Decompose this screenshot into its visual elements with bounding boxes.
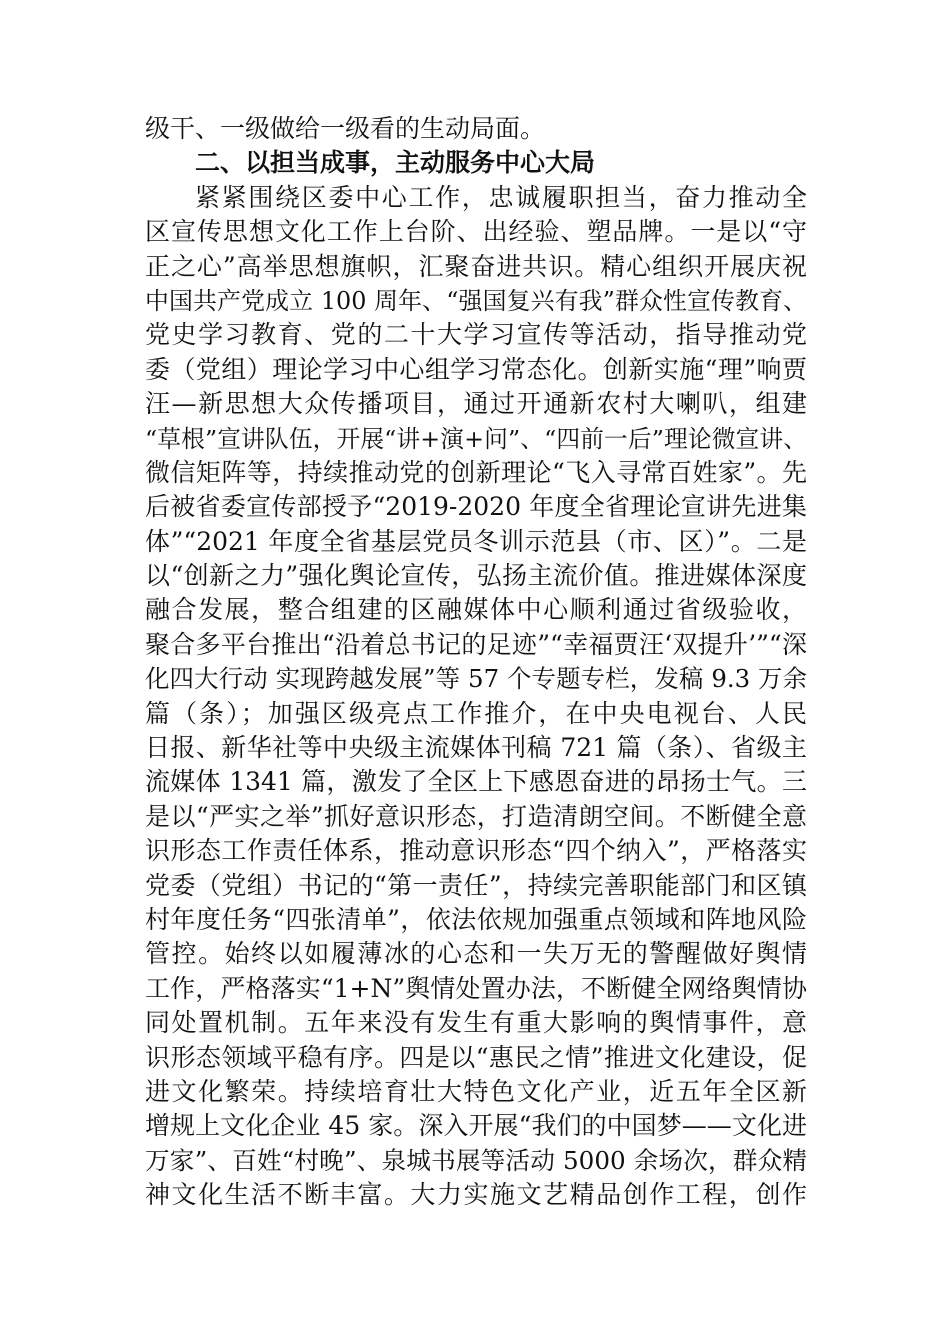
document-body (145, 112, 807, 1213)
text-line: “草根”宣讲队伍，开展“讲+演+问”、“四前一后”理论微宣讲、 (145, 424, 807, 453)
text-line: 体”“2021 年度全省基层党员冬训示范县（市、区）”。二是 (145, 526, 807, 556)
text-line: 中国共产党成立 100 周年、“强国复兴有我”群众性宣传教育、 (145, 286, 807, 315)
text-line: 以“创新之力”强化舆论宣传，弘扬主流价值。推进媒体深度 (145, 561, 807, 591)
text-line: 村年度任务“四张清单”，依法依规加强重点领域和阵地风险 (145, 904, 807, 934)
text-line: 后被省委宣传部授予“2019-2020 年度全省理论宣讲先进集 (145, 492, 807, 522)
text-line: 识形态工作责任体系，推动意识形态“四个纳入”，严格落实 (145, 836, 807, 866)
text-line: 级干、一级做给一级看的生动局面。 (145, 114, 546, 143)
text-line: 进文化繁荣。持续培育壮大特色文化产业，近五年全区新 (145, 1076, 807, 1106)
text-line: 化四大行动 实现跨越发展”等 57 个专题专栏，发稿 9.3 万余 (145, 664, 807, 694)
text-line: 区宣传思想文化工作上台阶、出经验、塑品牌。一是以“守 (145, 217, 807, 247)
text-line: 流媒体 1341 篇，激发了全区上下感恩奋进的昂扬士气。三 (145, 767, 807, 797)
text-line: 紧紧围绕区委中心工作，忠诚履职担当，奋力推动全 (195, 182, 807, 212)
section-heading: 二、以担当成事，主动服务中心大局 (195, 148, 596, 178)
text-line: 是以“严实之举”抓好意识形态，打造清朗空间。不断健全意 (145, 801, 807, 831)
text-line: 党委（党组）书记的“第一责任”，持续完善职能部门和区镇 (145, 870, 807, 900)
text-line: 委（党组）理论学习中心组学习常态化。创新实施“理”响贾 (145, 354, 807, 384)
text-line: 万家”、百姓“村晚”、泉城书展等活动 5000 余场次，群众精 (145, 1145, 807, 1175)
text-line: 增规上文化企业 45 家。深入开展“我们的中国梦——文化进 (145, 1111, 807, 1141)
text-line: 篇（条）；加强区级亮点工作推介，在中央电视台、人民 (145, 698, 807, 728)
text-line: 聚合多平台推出“沿着总书记的足迹”“幸福贾汪‘双提升’”“深 (145, 629, 807, 659)
text-line: 工作，严格落实“1+N”舆情处置办法，不断健全网络舆情协 (145, 973, 807, 1003)
text-line: 日报、新华社等中央级主流媒体刊稿 721 篇（条）、省级主 (145, 733, 807, 763)
text-line: 微信矩阵等，持续推动党的创新理论“飞入寻常百姓家”。先 (145, 457, 807, 487)
text-line: 神文化生活不断丰富。大力实施文艺精品创作工程，创作 (145, 1180, 807, 1210)
text-line: 管控。始终以如履薄冰的心态和一失万无的警醒做好舆情 (145, 939, 807, 969)
text-line: 正之心”高举思想旗帜，汇聚奋进共识。精心组织开展庆祝 (145, 251, 807, 281)
text-line: 识形态领域平稳有序。四是以“惠民之情”推进文化建设，促 (145, 1042, 807, 1072)
text-line: 融合发展，整合组建的区融媒体中心顺利通过省级验收， (145, 595, 807, 625)
text-line: 汪—新思想大众传播项目，通过开通新农村大喇叭，组建 (145, 389, 807, 419)
text-line: 党史学习教育、党的二十大学习宣传等活动，指导推动党 (145, 320, 807, 350)
text-line: 同处置机制。五年来没有发生有重大影响的舆情事件，意 (145, 1008, 807, 1038)
